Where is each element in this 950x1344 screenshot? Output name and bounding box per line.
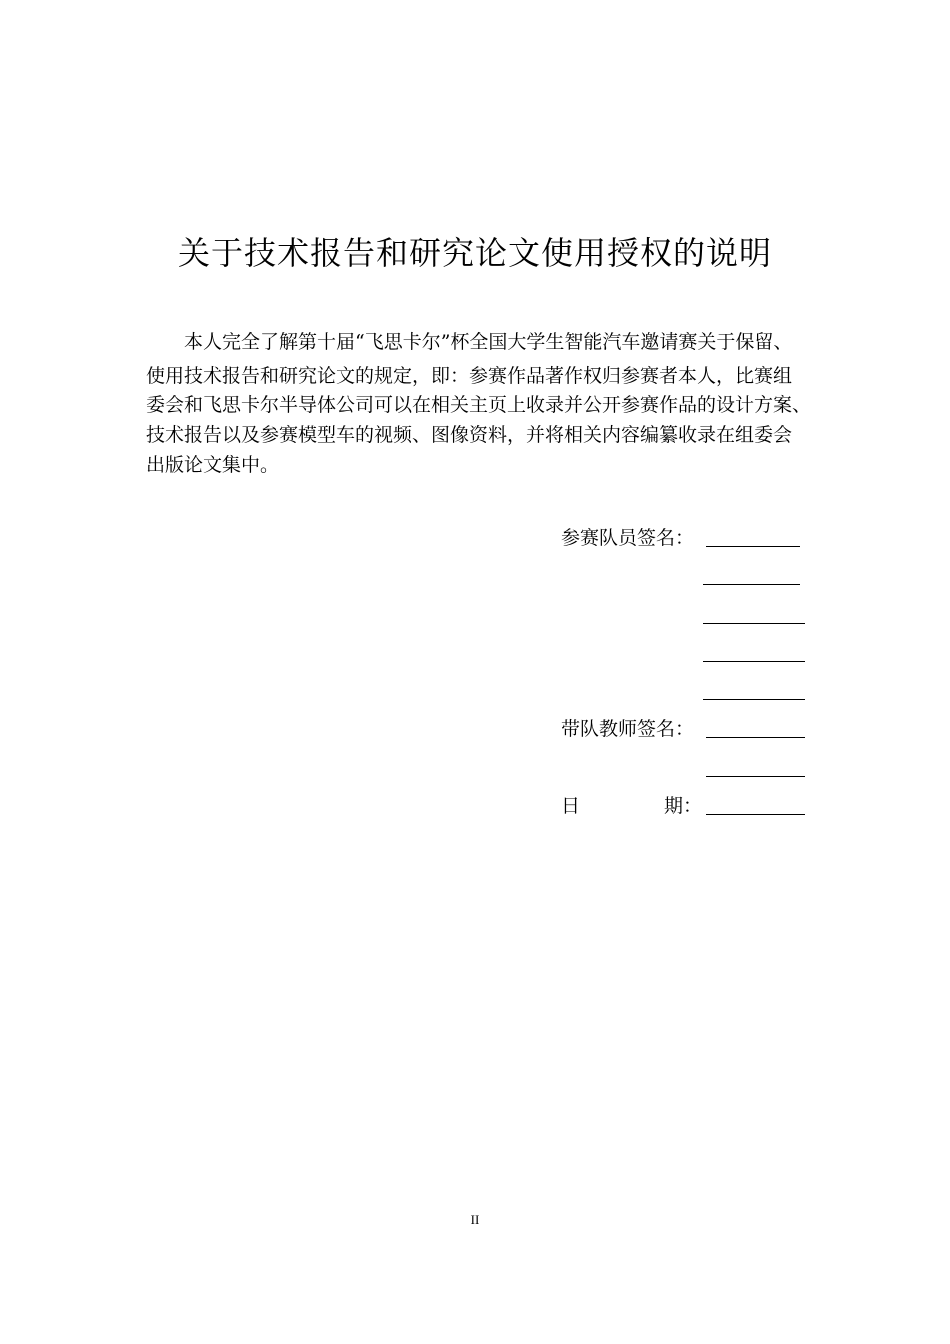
teacher-signature-label: 带队教师签名：: [561, 718, 695, 740]
paragraph-line: 本人完全了解第十届“飞思卡尔”杯全国大学生智能汽车邀请赛关于保留、: [146, 331, 793, 353]
team-member-signature-line: [703, 623, 805, 624]
paragraph-line: 使用技术报告和研究论文的规定，即：参赛作品著作权归参赛者本人，比赛组: [146, 365, 793, 387]
team-member-signature-line: [703, 584, 800, 585]
date-label-ri: 日: [561, 795, 581, 817]
team-members-signature-label: 参赛队员签名：: [561, 527, 695, 549]
page-number: II: [470, 1212, 480, 1227]
date-label-qi: 期：: [664, 795, 703, 817]
paragraph-line: 技术报告以及参赛模型车的视频、图像资料，并将相关内容编纂收录在组委会: [146, 424, 793, 446]
page-title: 关于技术报告和研究论文使用授权的说明: [177, 234, 772, 272]
date-line: [706, 814, 805, 815]
paragraph-line: 出版论文集中。: [146, 454, 280, 476]
team-member-signature-line: [703, 661, 805, 662]
teacher-signature-line: [706, 737, 805, 738]
teacher-signature-line: [706, 776, 805, 777]
paragraph-line: 委会和飞思卡尔半导体公司可以在相关主页上收录并公开参赛作品的设计方案、: [146, 394, 812, 416]
team-member-signature-line: [706, 546, 800, 547]
team-member-signature-line: [703, 699, 805, 700]
